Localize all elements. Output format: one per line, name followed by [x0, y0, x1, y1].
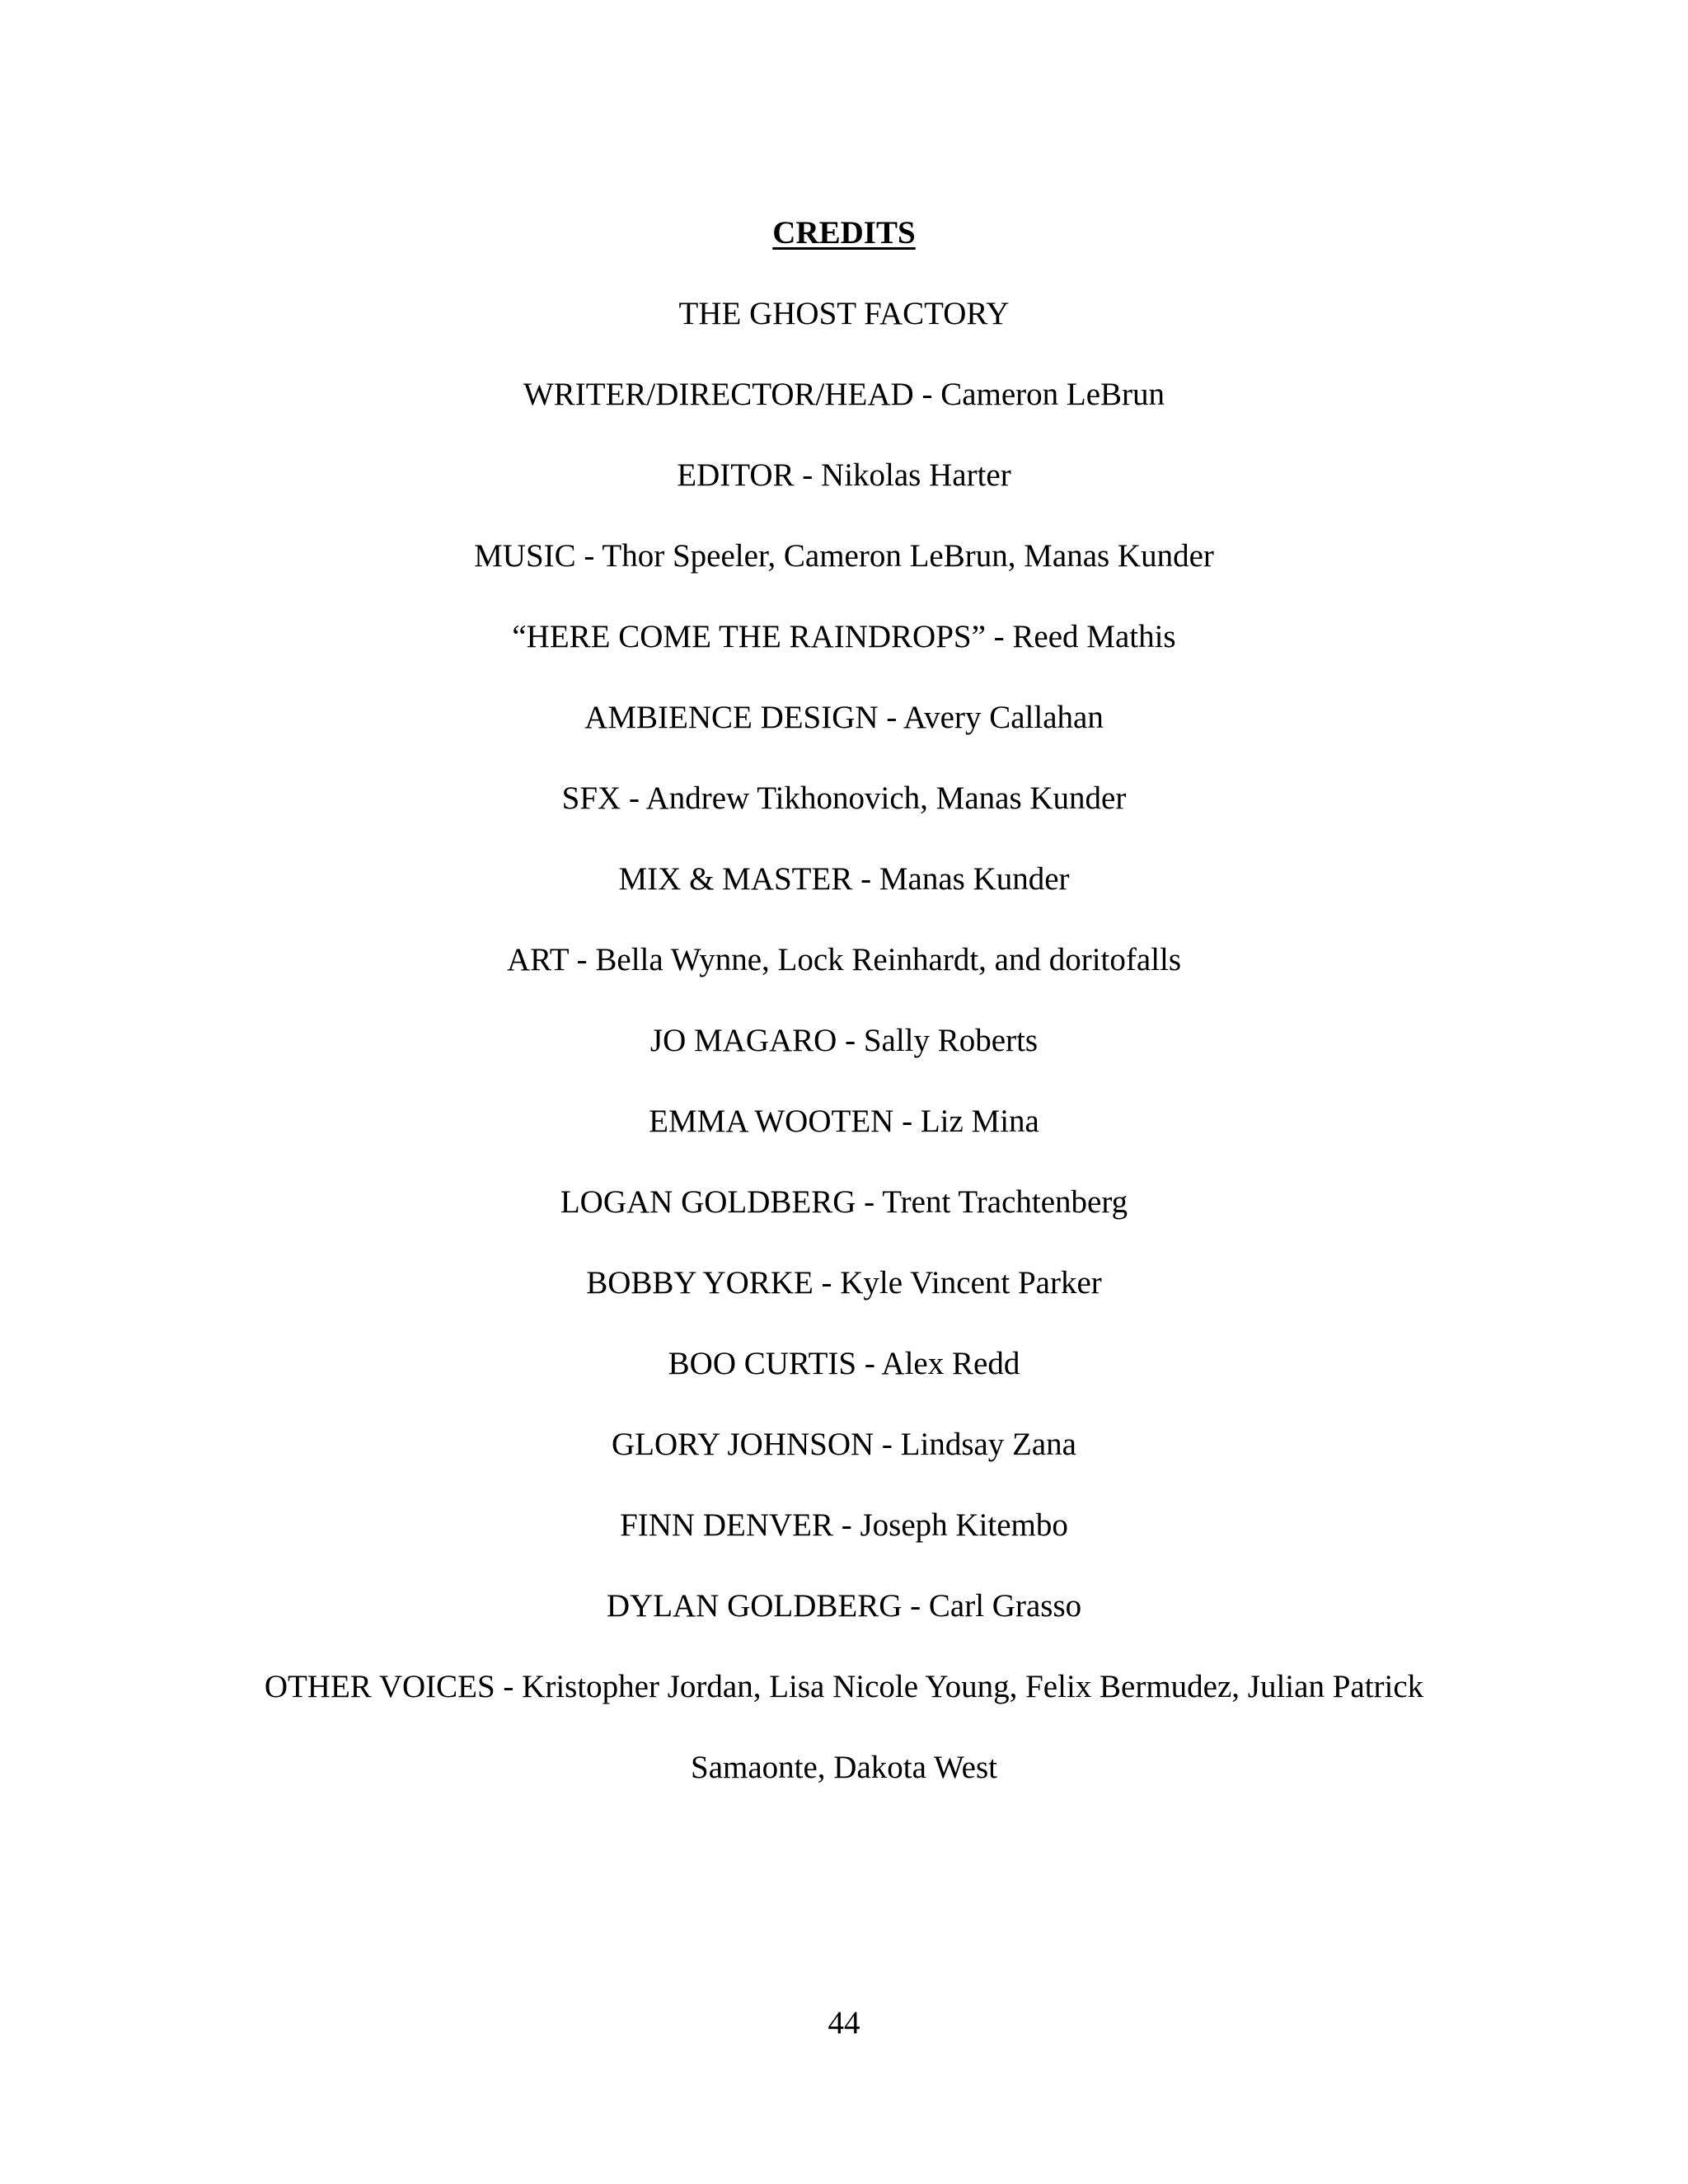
credit-line: EDITOR - Nikolas Harter	[677, 457, 1011, 493]
credit-line: GLORY JOHNSON - Lindsay Zana	[612, 1427, 1076, 1462]
credit-line: MUSIC - Thor Speeler, Cameron LeBrun, Manas Kunder	[474, 538, 1214, 574]
credit-line: MIX & MASTER - Manas Kunder	[618, 861, 1070, 897]
credit-line: OTHER VOICES - Kristopher Jordan, Lisa Nicole Young, Felix Bermudez, Julian Patrick	[264, 1669, 1424, 1704]
credit-line: THE GHOST FACTORY	[678, 296, 1010, 331]
credit-line: “HERE COME THE RAINDROPS” - Reed Mathis	[512, 619, 1176, 654]
credit-line: WRITER/DIRECTOR/HEAD - Cameron LeBrun	[523, 377, 1165, 412]
credit-line: BOO CURTIS - Alex Redd	[668, 1346, 1020, 1381]
page-number: 44	[828, 2005, 860, 2041]
credit-line: DYLAN GOLDBERG - Carl Grasso	[606, 1588, 1082, 1624]
credit-line: EMMA WOOTEN - Liz Mina	[649, 1104, 1039, 1139]
credit-line: SFX - Andrew Tikhonovich, Manas Kunder	[561, 780, 1127, 816]
credits-heading: CREDITS	[772, 215, 916, 251]
credit-line: FINN DENVER - Joseph Kitembo	[620, 1507, 1068, 1543]
credit-line: JO MAGARO - Sally Roberts	[649, 1023, 1039, 1058]
credit-line: AMBIENCE DESIGN - Avery Callahan	[584, 700, 1104, 735]
credits-block	[165, 193, 1523, 1808]
credit-line: LOGAN GOLDBERG - Trent Trachtenberg	[560, 1184, 1128, 1220]
credit-line: BOBBY YORKE - Kyle Vincent Parker	[586, 1265, 1102, 1301]
credit-line: Samaonte, Dakota West	[691, 1750, 997, 1785]
credit-line: ART - Bella Wynne, Lock Reinhardt, and doritofalls	[506, 942, 1182, 977]
